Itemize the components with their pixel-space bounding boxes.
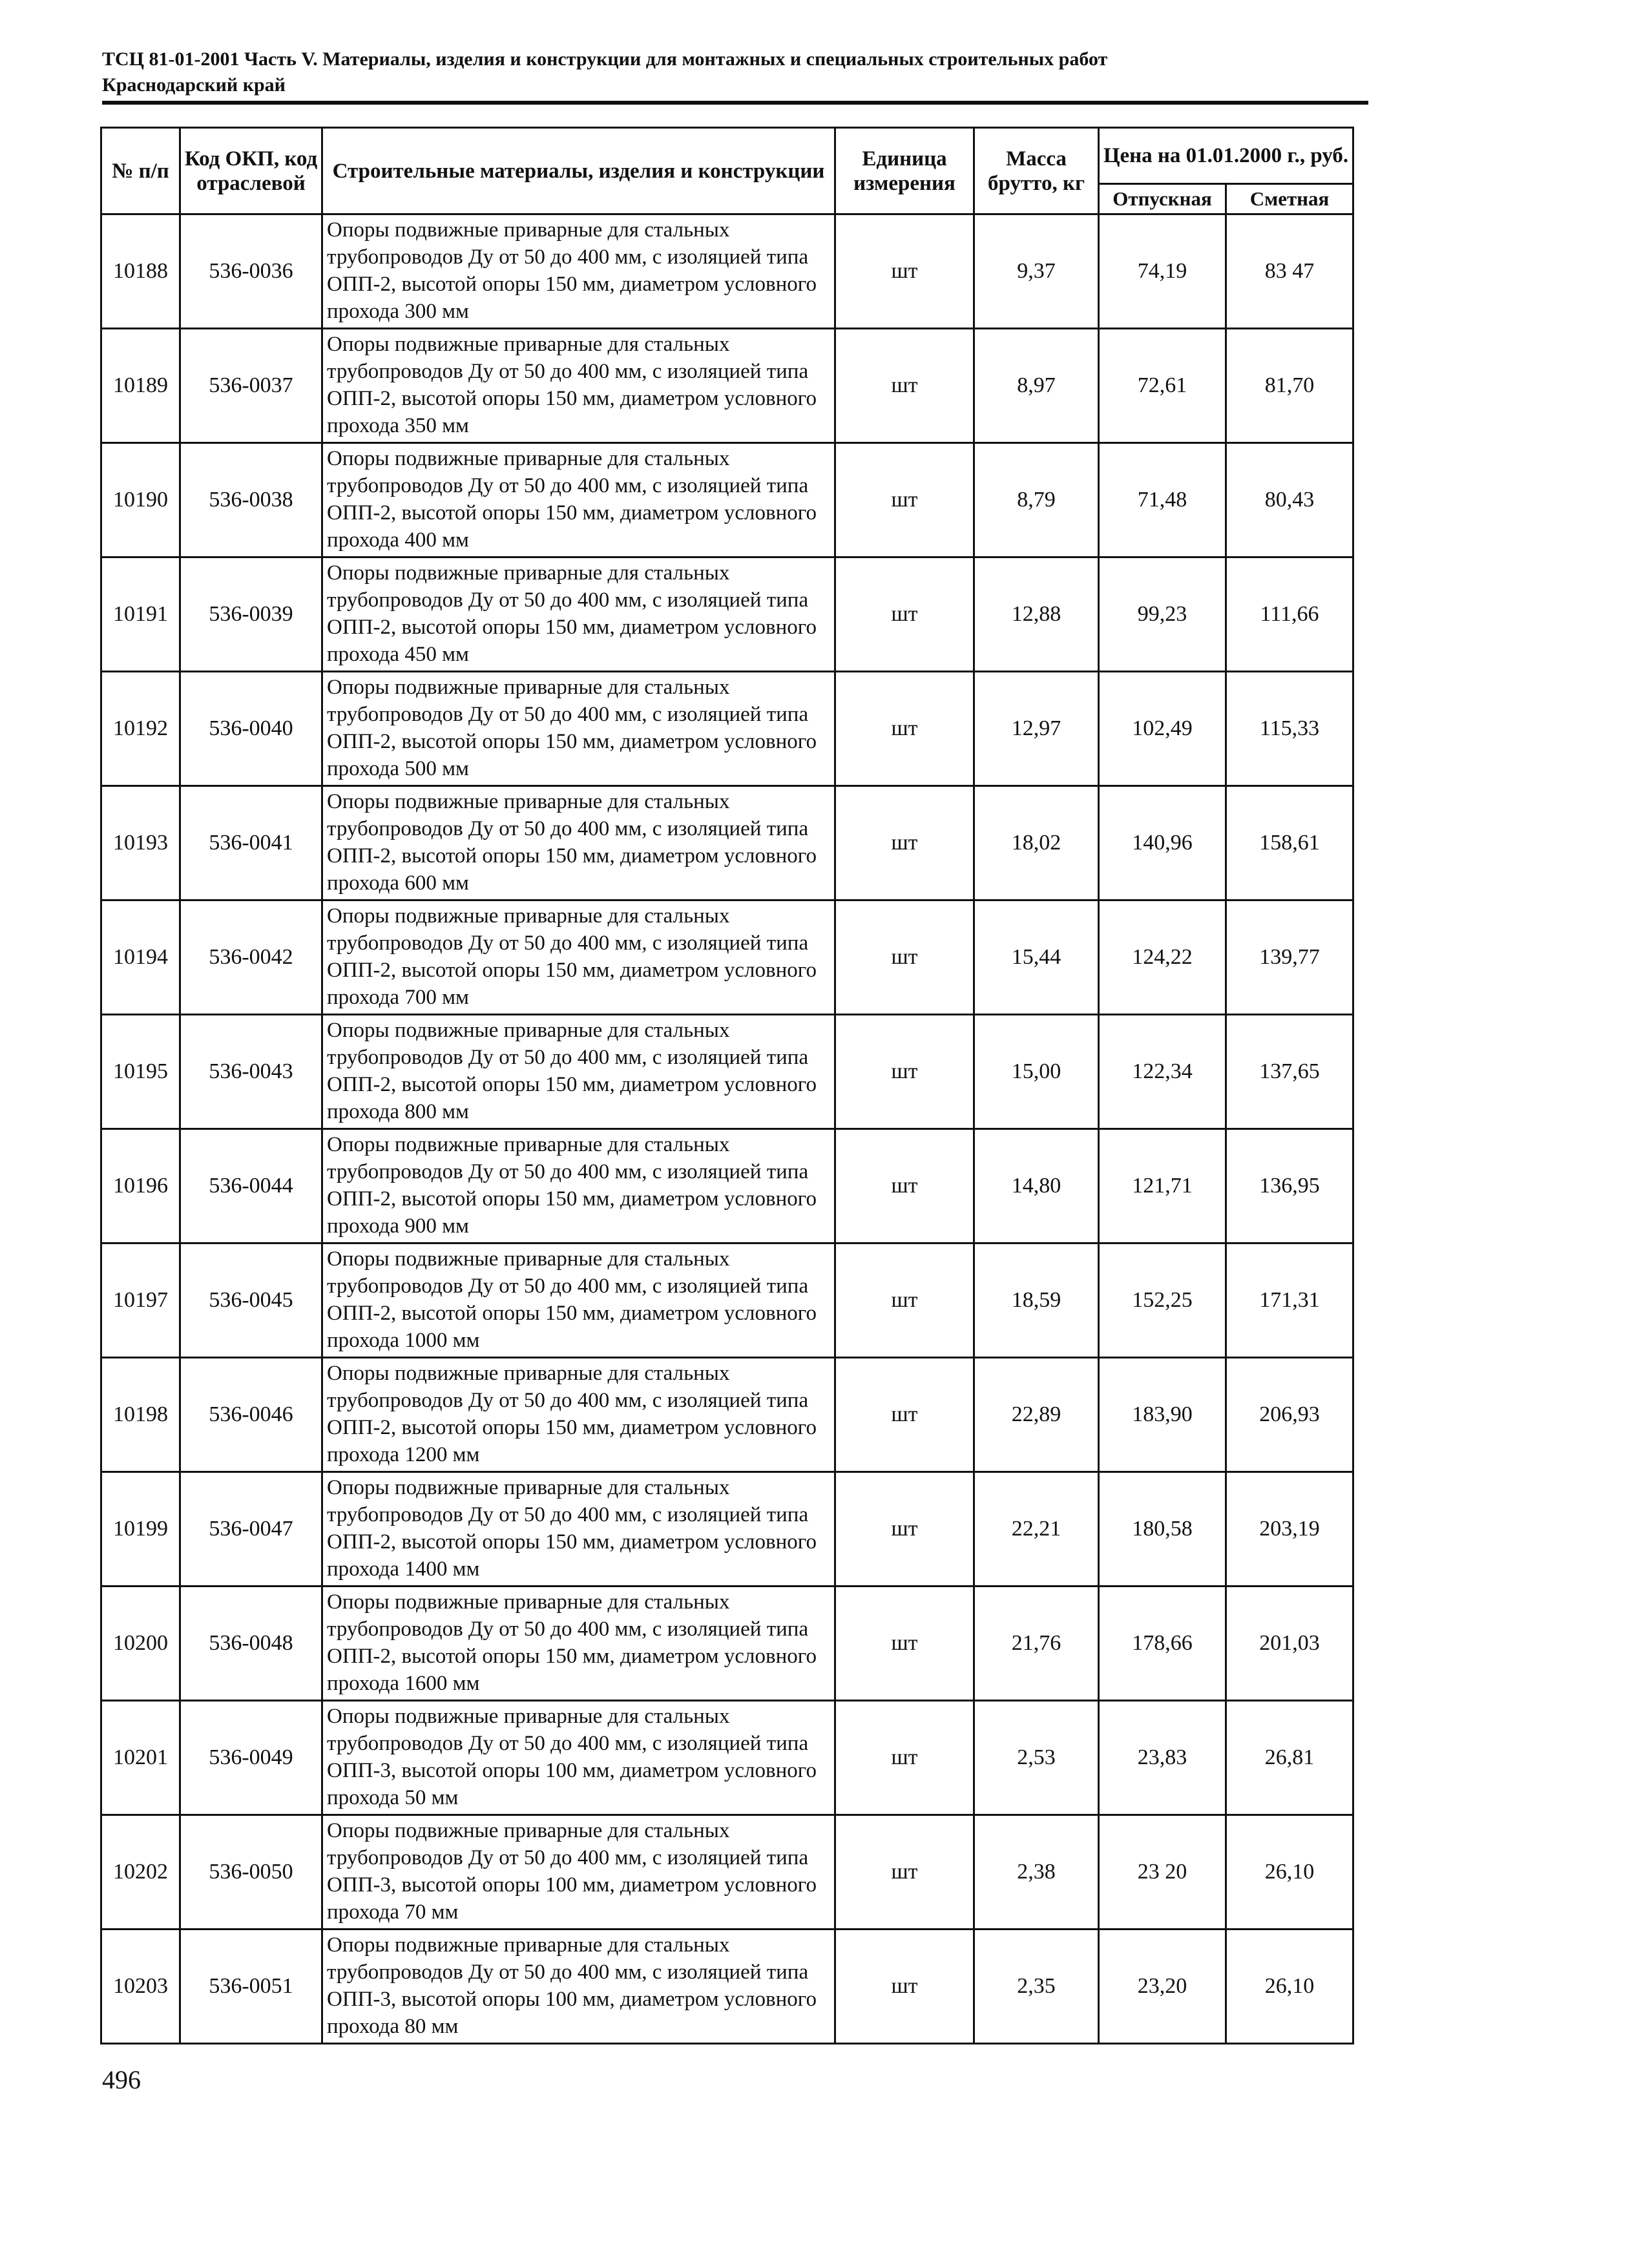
table-row xyxy=(101,443,1353,557)
cell-code: 536-0050 xyxy=(180,1815,322,1930)
table-row xyxy=(101,1587,1353,1701)
cell-code: 536-0046 xyxy=(180,1358,322,1472)
cell-unit: шт xyxy=(835,1472,974,1587)
cell-num: 10194 xyxy=(101,900,180,1015)
cell-price-release: 178,66 xyxy=(1099,1587,1226,1701)
cell-description: Опоры подвижные приварные для стальных трубопроводов Ду от 50 до 400 мм, с изоляцией типа ОПП-2, высотой опоры 150 мм, диаметром условного прохода 450 мм xyxy=(322,557,835,672)
cell-description: Опоры подвижные приварные для стальных трубопроводов Ду от 50 до 400 мм, с изоляцией типа ОПП-2, высотой опоры 150 мм, диаметром условного прохода 1000 мм xyxy=(322,1243,835,1358)
cell-unit: шт xyxy=(835,786,974,900)
cell-mass: 8,97 xyxy=(974,329,1099,443)
cell-mass: 2,35 xyxy=(974,1930,1099,2044)
header-price-group: Цена на 01.01.2000 г., руб. xyxy=(1099,128,1353,184)
table-row xyxy=(101,1472,1353,1587)
cell-mass: 18,02 xyxy=(974,786,1099,900)
cell-num: 10201 xyxy=(101,1701,180,1815)
cell-description: Опоры подвижные приварные для стальных трубопроводов Ду от 50 до 400 мм, с изоляцией типа ОПП-2, высотой опоры 150 мм, диаметром условного прохода 700 мм xyxy=(322,900,835,1015)
cell-num: 10191 xyxy=(101,557,180,672)
price-table xyxy=(100,127,1354,2044)
cell-description: Опоры подвижные приварные для стальных трубопроводов Ду от 50 до 400 мм, с изоляцией типа ОПП-2, высотой опоры 150 мм, диаметром условного прохода 1600 мм xyxy=(322,1587,835,1701)
header-unit: Единица измерения xyxy=(835,128,974,214)
cell-description: Опоры подвижные приварные для стальных трубопроводов Ду от 50 до 400 мм, с изоляцией типа ОПП-2, высотой опоры 150 мм, диаметром условного прохода 800 мм xyxy=(322,1015,835,1129)
header-mass: Масса брутто, кг xyxy=(974,128,1099,214)
table-body xyxy=(101,214,1353,2044)
cell-description: Опоры подвижные приварные для стальных трубопроводов Ду от 50 до 400 мм, с изоляцией типа ОПП-2, высотой опоры 150 мм, диаметром условного прохода 600 мм xyxy=(322,786,835,900)
cell-price-estimate: 137,65 xyxy=(1226,1015,1353,1129)
cell-price-estimate: 203,19 xyxy=(1226,1472,1353,1587)
cell-mass: 22,89 xyxy=(974,1358,1099,1472)
cell-price-estimate: 139,77 xyxy=(1226,900,1353,1015)
cell-price-estimate: 201,03 xyxy=(1226,1587,1353,1701)
cell-unit: шт xyxy=(835,1930,974,2044)
cell-code: 536-0041 xyxy=(180,786,322,900)
cell-code: 536-0039 xyxy=(180,557,322,672)
cell-description: Опоры подвижные приварные для стальных трубопроводов Ду от 50 до 400 мм, с изоляцией типа ОПП-3, высотой опоры 100 мм, диаметром условного прохода 50 мм xyxy=(322,1701,835,1815)
cell-num: 10202 xyxy=(101,1815,180,1930)
cell-num: 10189 xyxy=(101,329,180,443)
cell-code: 536-0047 xyxy=(180,1472,322,1587)
document-region: Краснодарский край xyxy=(102,74,286,96)
header-price-release: Отпускная xyxy=(1099,184,1226,214)
cell-price-estimate: 115,33 xyxy=(1226,672,1353,786)
cell-price-release: 152,25 xyxy=(1099,1243,1226,1358)
cell-unit: шт xyxy=(835,1129,974,1243)
cell-price-release: 74,19 xyxy=(1099,214,1226,329)
cell-price-estimate: 81,70 xyxy=(1226,329,1353,443)
cell-price-release: 124,22 xyxy=(1099,900,1226,1015)
cell-mass: 22,21 xyxy=(974,1472,1099,1587)
header-material: Строительные материалы, изделия и конструкции xyxy=(322,128,835,214)
cell-price-release: 180,58 xyxy=(1099,1472,1226,1587)
cell-mass: 2,38 xyxy=(974,1815,1099,1930)
cell-description: Опоры подвижные приварные для стальных трубопроводов Ду от 50 до 400 мм, с изоляцией типа ОПП-2, высотой опоры 150 мм, диаметром условного прохода 900 мм xyxy=(322,1129,835,1243)
cell-price-release: 23,20 xyxy=(1099,1930,1226,2044)
cell-price-estimate: 26,81 xyxy=(1226,1701,1353,1815)
table-row xyxy=(101,1243,1353,1358)
document-header xyxy=(102,47,1368,105)
cell-price-release: 140,96 xyxy=(1099,786,1226,900)
cell-unit: шт xyxy=(835,1243,974,1358)
cell-code: 536-0042 xyxy=(180,900,322,1015)
cell-unit: шт xyxy=(835,557,974,672)
cell-num: 10188 xyxy=(101,214,180,329)
cell-price-estimate: 80,43 xyxy=(1226,443,1353,557)
table-header-row xyxy=(101,128,1353,184)
table-row xyxy=(101,786,1353,900)
cell-price-release: 183,90 xyxy=(1099,1358,1226,1472)
cell-mass: 15,00 xyxy=(974,1015,1099,1129)
cell-num: 10192 xyxy=(101,672,180,786)
cell-description: Опоры подвижные приварные для стальных трубопроводов Ду от 50 до 400 мм, с изоляцией типа ОПП-3, высотой опоры 100 мм, диаметром условного прохода 70 мм xyxy=(322,1815,835,1930)
cell-unit: шт xyxy=(835,1358,974,1472)
table-row xyxy=(101,557,1353,672)
table-row xyxy=(101,1358,1353,1472)
document-title: ТСЦ 81-01-2001 Часть V. Материалы, изделия и конструкции для монтажных и специальных строительных работ xyxy=(102,48,1108,70)
table-row xyxy=(101,1015,1353,1129)
cell-price-release: 23,83 xyxy=(1099,1701,1226,1815)
cell-unit: шт xyxy=(835,329,974,443)
cell-price-release: 99,23 xyxy=(1099,557,1226,672)
cell-price-estimate: 206,93 xyxy=(1226,1358,1353,1472)
table-row xyxy=(101,1701,1353,1815)
cell-price-estimate: 111,66 xyxy=(1226,557,1353,672)
cell-code: 536-0048 xyxy=(180,1587,322,1701)
cell-mass: 8,79 xyxy=(974,443,1099,557)
cell-unit: шт xyxy=(835,214,974,329)
cell-mass: 18,59 xyxy=(974,1243,1099,1358)
cell-num: 10199 xyxy=(101,1472,180,1587)
cell-mass: 9,37 xyxy=(974,214,1099,329)
cell-price-release: 72,61 xyxy=(1099,329,1226,443)
table-row xyxy=(101,1815,1353,1930)
cell-price-release: 23 20 xyxy=(1099,1815,1226,1930)
cell-mass: 2,53 xyxy=(974,1701,1099,1815)
header-price-estimate: Сметная xyxy=(1226,184,1353,214)
cell-description: Опоры подвижные приварные для стальных трубопроводов Ду от 50 до 400 мм, с изоляцией типа ОПП-2, высотой опоры 150 мм, диаметром условного прохода 500 мм xyxy=(322,672,835,786)
cell-num: 10193 xyxy=(101,786,180,900)
cell-unit: шт xyxy=(835,672,974,786)
cell-num: 10195 xyxy=(101,1015,180,1129)
header-code: Код ОКП, код отраслевой xyxy=(180,128,322,214)
header-num: № п/п xyxy=(101,128,180,214)
cell-code: 536-0045 xyxy=(180,1243,322,1358)
cell-code: 536-0049 xyxy=(180,1701,322,1815)
cell-num: 10197 xyxy=(101,1243,180,1358)
cell-mass: 12,97 xyxy=(974,672,1099,786)
cell-price-estimate: 136,95 xyxy=(1226,1129,1353,1243)
cell-price-estimate: 171,31 xyxy=(1226,1243,1353,1358)
cell-code: 536-0038 xyxy=(180,443,322,557)
cell-code: 536-0043 xyxy=(180,1015,322,1129)
cell-price-estimate: 83 47 xyxy=(1226,214,1353,329)
cell-price-release: 121,71 xyxy=(1099,1129,1226,1243)
cell-description: Опоры подвижные приварные для стальных трубопроводов Ду от 50 до 400 мм, с изоляцией типа ОПП-3, высотой опоры 100 мм, диаметром условного прохода 80 мм xyxy=(322,1930,835,2044)
cell-unit: шт xyxy=(835,1701,974,1815)
cell-num: 10190 xyxy=(101,443,180,557)
table-row xyxy=(101,329,1353,443)
cell-price-estimate: 158,61 xyxy=(1226,786,1353,900)
cell-unit: шт xyxy=(835,1015,974,1129)
cell-code: 536-0044 xyxy=(180,1129,322,1243)
cell-mass: 12,88 xyxy=(974,557,1099,672)
cell-price-release: 102,49 xyxy=(1099,672,1226,786)
table-header xyxy=(101,128,1353,214)
cell-num: 10198 xyxy=(101,1358,180,1472)
cell-code: 536-0036 xyxy=(180,214,322,329)
cell-code: 536-0037 xyxy=(180,329,322,443)
table-row xyxy=(101,900,1353,1015)
cell-unit: шт xyxy=(835,900,974,1015)
table-row xyxy=(101,1129,1353,1243)
cell-num: 10200 xyxy=(101,1587,180,1701)
table-row xyxy=(101,1930,1353,2044)
cell-price-release: 122,34 xyxy=(1099,1015,1226,1129)
cell-code: 536-0051 xyxy=(180,1930,322,2044)
cell-price-estimate: 26,10 xyxy=(1226,1815,1353,1930)
cell-description: Опоры подвижные приварные для стальных трубопроводов Ду от 50 до 400 мм, с изоляцией типа ОПП-2, высотой опоры 150 мм, диаметром условного прохода 350 мм xyxy=(322,329,835,443)
cell-mass: 15,44 xyxy=(974,900,1099,1015)
cell-unit: шт xyxy=(835,443,974,557)
cell-unit: шт xyxy=(835,1815,974,1930)
cell-mass: 14,80 xyxy=(974,1129,1099,1243)
cell-mass: 21,76 xyxy=(974,1587,1099,1701)
cell-num: 10196 xyxy=(101,1129,180,1243)
table-row xyxy=(101,672,1353,786)
table-row xyxy=(101,214,1353,329)
cell-price-estimate: 26,10 xyxy=(1226,1930,1353,2044)
cell-description: Опоры подвижные приварные для стальных трубопроводов Ду от 50 до 400 мм, с изоляцией типа ОПП-2, высотой опоры 150 мм, диаметром условного прохода 1200 мм xyxy=(322,1358,835,1472)
cell-code: 536-0040 xyxy=(180,672,322,786)
cell-price-release: 71,48 xyxy=(1099,443,1226,557)
cell-unit: шт xyxy=(835,1587,974,1701)
cell-description: Опоры подвижные приварные для стальных трубопроводов Ду от 50 до 400 мм, с изоляцией типа ОПП-2, высотой опоры 150 мм, диаметром условного прохода 400 мм xyxy=(322,443,835,557)
cell-num: 10203 xyxy=(101,1930,180,2044)
cell-description: Опоры подвижные приварные для стальных трубопроводов Ду от 50 до 400 мм, с изоляцией типа ОПП-2, высотой опоры 150 мм, диаметром условного прохода 1400 мм xyxy=(322,1472,835,1587)
cell-description: Опоры подвижные приварные для стальных трубопроводов Ду от 50 до 400 мм, с изоляцией типа ОПП-2, высотой опоры 150 мм, диаметром условного прохода 300 мм xyxy=(322,214,835,329)
page-number: 496 xyxy=(102,2065,141,2094)
